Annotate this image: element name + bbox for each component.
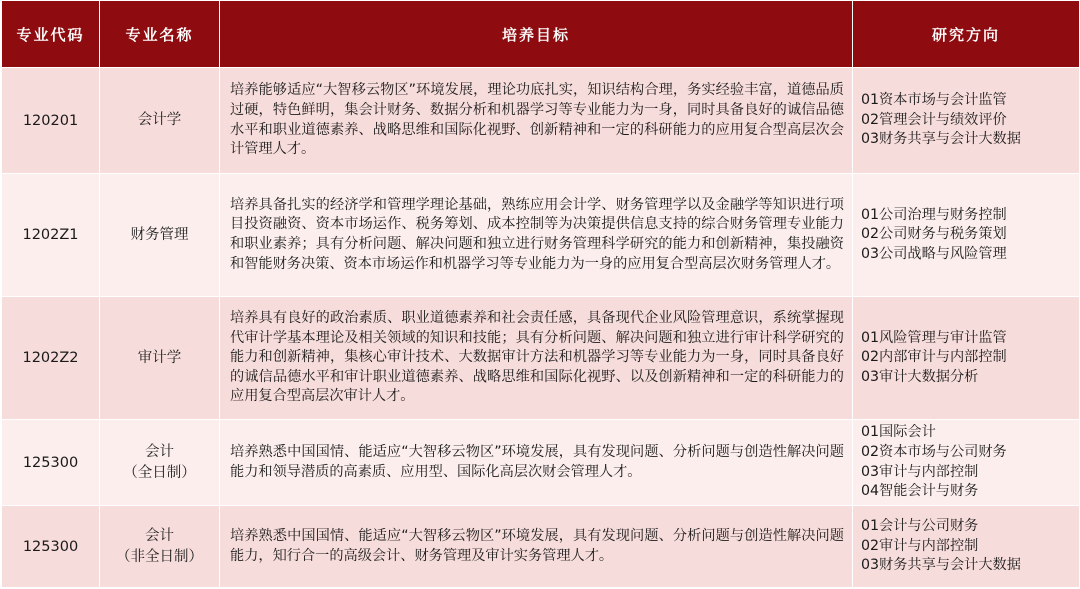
direction-item: 02资本市场与公司财务 <box>861 443 1007 460</box>
direction-item: 02公司财务与税务策划 <box>861 226 1007 243</box>
direction-item: 04智能会计与财务 <box>861 483 979 500</box>
direction-item: 03财务共享与会计大数据 <box>861 557 1021 574</box>
major-code: 125300 <box>2 506 100 588</box>
direction-item: 03审计大数据分析 <box>861 368 979 385</box>
direction-item: 01国际会计 <box>861 424 936 441</box>
major-name <box>100 420 220 506</box>
major-name-line: 财务管理 <box>130 226 189 243</box>
direction-item: 01会计与公司财务 <box>861 518 979 535</box>
direction-item: 01公司治理与财务控制 <box>861 206 1007 223</box>
training-goal: 培养能够适应“大智移云物区”环境发展，理论功底扎实，知识结构合理，务实经验丰富，道德品质过硬，特色鲜明，集会计财务、数据分析和机器学习等专业能力为一身，同时具备良好的诚信品德水平和职业道德素养、战略思维和国际化视野、创新精神和一定的科研能力的应用复合型高层次会计管理人才。 <box>220 68 853 174</box>
table-row <box>2 420 1080 506</box>
major-name-line: （非全日制） <box>116 548 203 565</box>
training-goal: 培养熟悉中国国情、能适应“大智移云物区”环境发展，具有发现问题、分析问题与创造性解决问题能力和领导潜质的高素质、应用型、国际化高层次财会管理人才。 <box>220 420 853 506</box>
major-name-line: （全日制） <box>123 464 196 481</box>
research-directions <box>853 68 1080 174</box>
major-code: 1202Z2 <box>2 297 100 420</box>
major-name <box>100 297 220 420</box>
training-goal: 培养具有良好的政治素质、职业道德素养和社会责任感，具备现代企业风险管理意识，系统掌握现代审计学基本理论及相关领域的知识和技能；具有分析问题、解决问题和独立进行审计科学研究的能力和创新精神，集核心审计技术、大数据审计方法和机器学习等专业能力为一身，同时具备良好的诚信品德水平和审计职业道德素养、战略思维和国际化视野、以及创新精神和一定的科研能力的应用复合型高层次审计人才。 <box>220 297 853 420</box>
major-name-line: 会计学 <box>137 112 182 128</box>
direction-item: 01风险管理与审计监管 <box>861 329 1007 346</box>
direction-item: 03财务共享与会计大数据 <box>861 131 1021 148</box>
research-directions <box>853 506 1080 588</box>
header-name: 专业名称 <box>100 1 220 68</box>
direction-item: 02审计与内部控制 <box>861 537 979 554</box>
training-goal: 培养具备扎实的经济学和管理学理论基础，熟练应用会计学、财务管理学以及金融学等知识进行项目投资融资、资本市场运作、税务筹划、成本控制等为决策提供信息支持的综合财务管理专业能力和职业素养；具有分析问题、解决问题和独立进行财务管理科学研究的能力和创新精神，集投融资和智能财务决策、资本市场运作和机器学习等专业能力为一身的应用复合型高层次财务管理人才。 <box>220 174 853 297</box>
major-name <box>100 174 220 297</box>
header-row <box>2 1 1080 68</box>
header-code: 专业代码 <box>2 1 100 68</box>
research-directions <box>853 297 1080 420</box>
major-name <box>100 506 220 588</box>
training-goal: 培养熟悉中国国情、能适应“大智移云物区”环境发展，具有发现问题、分析问题与创造性解决问题能力，知行合一的高级会计、财务管理及审计实务管理人才。 <box>220 506 853 588</box>
table-row <box>2 68 1080 174</box>
direction-item: 03审计与内部控制 <box>861 463 979 480</box>
direction-item: 01资本市场与会计监管 <box>861 92 1007 109</box>
major-name-line: 会计 <box>145 527 174 544</box>
direction-item: 03公司战略与风险管理 <box>861 245 1007 262</box>
header-directions: 研究方向 <box>853 1 1080 68</box>
majors-table <box>1 0 1080 588</box>
direction-item: 02内部审计与内部控制 <box>861 349 1007 366</box>
table-row <box>2 174 1080 297</box>
table-row <box>2 297 1080 420</box>
major-code: 120201 <box>2 68 100 174</box>
major-code: 1202Z1 <box>2 174 100 297</box>
major-name-line: 会计 <box>145 443 174 460</box>
major-name <box>100 68 220 174</box>
research-directions <box>853 174 1080 297</box>
major-code: 125300 <box>2 420 100 506</box>
header-goal: 培养目标 <box>220 1 853 68</box>
table-row <box>2 506 1080 588</box>
major-name-line: 审计学 <box>137 349 182 366</box>
research-directions <box>853 420 1080 506</box>
direction-item: 02管理会计与绩效评价 <box>861 111 1007 128</box>
